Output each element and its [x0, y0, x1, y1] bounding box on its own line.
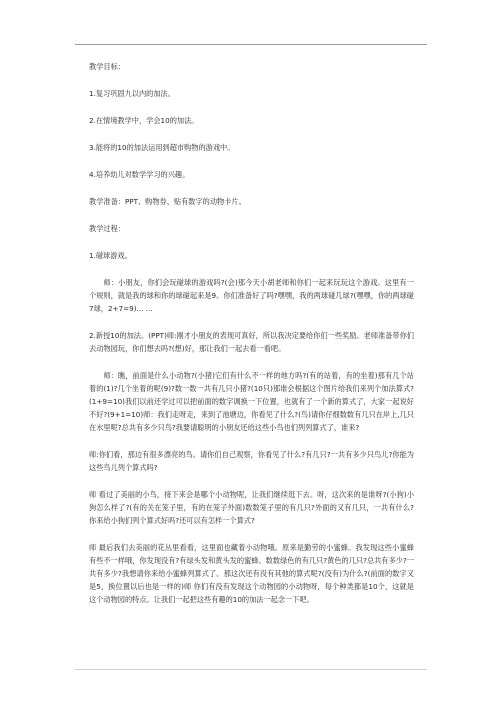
goal-item-4: 4.培养幼儿对数学学习的兴趣。	[89, 170, 190, 179]
document-body	[89, 60, 414, 620]
paragraph-bees: 师 最后我们去美丽的花丛里看看，这里面也藏着小动物哦。原来是勤劳的小蜜蜂。我发现这些小蜜蜂有些不一样哦，你发现没有?有绿头发和黄头发的蜜蜂。数数绿色的有几只?黄色的几只?总共有多少?一共有多少?我想请你来给小蜜蜂列算式了。那这次还有没有其他的算式呢?(没有)为什么?(前面的数字又是5，换位置以后也是一样的)师 你们有没有发现这个动物园的小动物呀，每个种类都是10个，这就是这个动物园的特点。让我们一起把这些有趣的10的加法一起念一下吧。	[89, 543, 414, 604]
bottom-divider	[75, 669, 427, 670]
teaching-preparation: 教学准备：PPT、购物券、贴有数字的动物卡片。	[89, 197, 246, 206]
goal-item-1: 1.复习巩固九以内的加法。	[89, 89, 175, 98]
paragraph-pigs-birds: 师：瞧，前面是什么小动物?(小猪)它们有什么不一样的地方吗?(有的站着，有的坐着)那有几个站着的(1)?几个坐着的呢(9)?数一数一共有几只小猪?(10只)那谁会根据这个图片给我们来列个加法算式?(1+9=10)我们以前还学过可以把前面的数字调换一下位置，也就有了一个新的算式了，大家一起说好不好?(9+1=10)师：我们走呀走，来到了池塘边，你看见了什么?(鸟)请你仔细数数有几只在岸上,几只在水里呢?总共有多少只鸟?我要请聪明的小朋友还给这些小鸟也们列列算式了，谁来?	[89, 371, 414, 432]
top-divider	[75, 44, 427, 45]
goal-item-2: 2.在情境教学中，学会10的加法。	[89, 116, 199, 125]
goals-heading: 教学目标：	[89, 62, 125, 71]
paragraph-birds: 师:你们看，那边有很多漂亮的鸟。请你们自己观察，你看见了什么?有几只?一共有多少只鸟儿?你能为这些鸟儿列个算式吗?	[89, 450, 414, 472]
step-2-paragraph: 2.新授10的加法。(PPT)师:刚才小朋友的表现可真好，所以我决定要给你们一些奖励。老师准备带你们去动物园玩，你们想去吗?(想)好，那让我们一起去看一看吧。	[89, 331, 414, 353]
process-heading: 教学过程：	[89, 224, 125, 233]
paragraph-dogs: 师 看过了美丽的小鸟，接下来会是哪个小动物呢，让我们继续逛下去。呀，这次来的是谁呀?(小狗)小狗怎么样了?(有的关在笼子里，有的在笼子外面)数数笼子里的有几只?外面的又有几只，一共有什么?你来给小狗们列个算式好吗?还可以有怎样一个算式?	[89, 490, 414, 525]
step-1-title: 1.碰球游戏。	[89, 251, 132, 260]
paragraph-ball-game: 师：小朋友，你们会玩碰球的游戏吗?(会)那今天小胡老师和你们一起来玩玩这个游戏。这里有一个规则，就是我的球和你的球碰起来是9。你们准备好了吗?嘿嘿，我的两球碰几球?(嘿嘿，你的两球碰7球，2+7=9)... ...	[89, 278, 414, 313]
goal-item-3: 3.能将的10的加法运用到超市购物的游戏中。	[89, 143, 235, 152]
